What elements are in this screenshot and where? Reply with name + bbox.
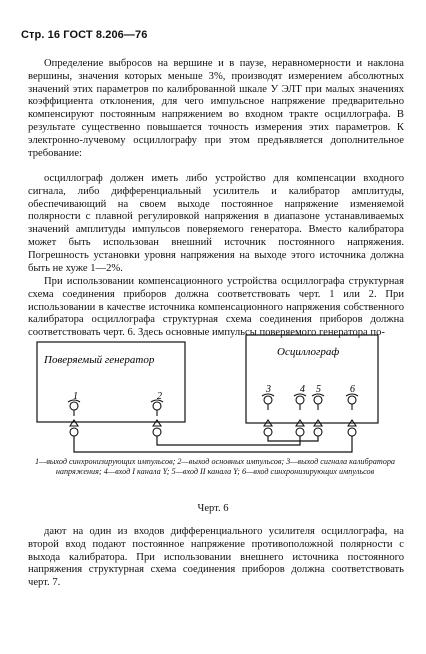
jack-number-3: 3 bbox=[266, 384, 271, 395]
connector-jack-icon bbox=[346, 394, 358, 410]
jack-number-4: 4 bbox=[300, 384, 305, 395]
jack-number-6: 6 bbox=[350, 384, 355, 395]
oscilloscope-box-label: Осциллограф bbox=[277, 346, 340, 358]
figure-label: Черт. 6 bbox=[197, 503, 229, 514]
connector-jack-icon bbox=[312, 394, 324, 410]
paragraph-4: дают на один из входов дифференциального усилителя осциллографа, на второй вход подают постоянное напряжение противоположной полярности с выхода калибратора. При использовании внешнего источника постоянного напряжения структурная схема соединения приборов должна соответствовать черт. 7. bbox=[28, 526, 404, 589]
generator-box-label: Поверяемый генератор bbox=[44, 354, 155, 366]
paragraph-1: Определение выбросов на вершине и в паузе, неравномерности и наклона вершины, значения которых меньше 3%, производят измерением абсолютных значений этих параметров по калиброванной шкале У ЭЛТ при малых значениях коэффициента отклонения, для чего импульсное напряжение предварительно компенсируют постоянным напряжением во входном тракте осциллографа. В результате существенно повышается точность измерения этих параметров. К электронно-лучевому осциллографу при этом предъявляется дополнительное требование: bbox=[28, 58, 404, 159]
connector-jack-icon bbox=[151, 400, 163, 416]
jack-number-2: 2 bbox=[157, 391, 162, 402]
figure-caption: 1—выход синхронизирующих импульсов; 2—выход основных импульсов; 3—выход сигнала калибратора напряжения; 4—вход I канала Y; 5—вход II канала Y; 6—вход синхронизирующих импульсов bbox=[34, 457, 396, 476]
connector-jack-icon bbox=[294, 394, 306, 410]
paragraph-2: осциллограф должен иметь либо устройство для компенсации входного сигнала, либо дифференциальный усилитель и калибратор амплитуды, обеспечивающий на своем выходе постоянное напряжение изменяемой полярности с плавной регулировкой напряжения в диапазоне устанавливаемых значений амплитуды импульсов поверяемого генератора. Вместо калибратора может быть использован внешний источник постоянного напряжения. Погрешность установки уровня напряжения на выходе этого источника должна быть не хуже 1—2%. bbox=[28, 173, 404, 274]
page-header: Стр. 16 ГОСТ 8.206—76 bbox=[21, 29, 148, 41]
jack-number-1: 1 bbox=[73, 391, 78, 402]
connector-jack-icon bbox=[262, 394, 274, 410]
jack-number-5: 5 bbox=[316, 384, 321, 395]
paragraph-3: При использовании компенсационного устройства осциллографа структурная схема соединения приборов должна соответствовать черт. 1 или 2. При использовании в качестве источника компенсационного напряжения собственного калибратора осциллографа структурная схема соединения приборов должна соответствовать черт. 6. Здесь основные импульсы поверяемого генератора по- bbox=[28, 276, 404, 339]
connection-lines bbox=[74, 436, 352, 452]
connector-jack-icon bbox=[68, 400, 80, 416]
